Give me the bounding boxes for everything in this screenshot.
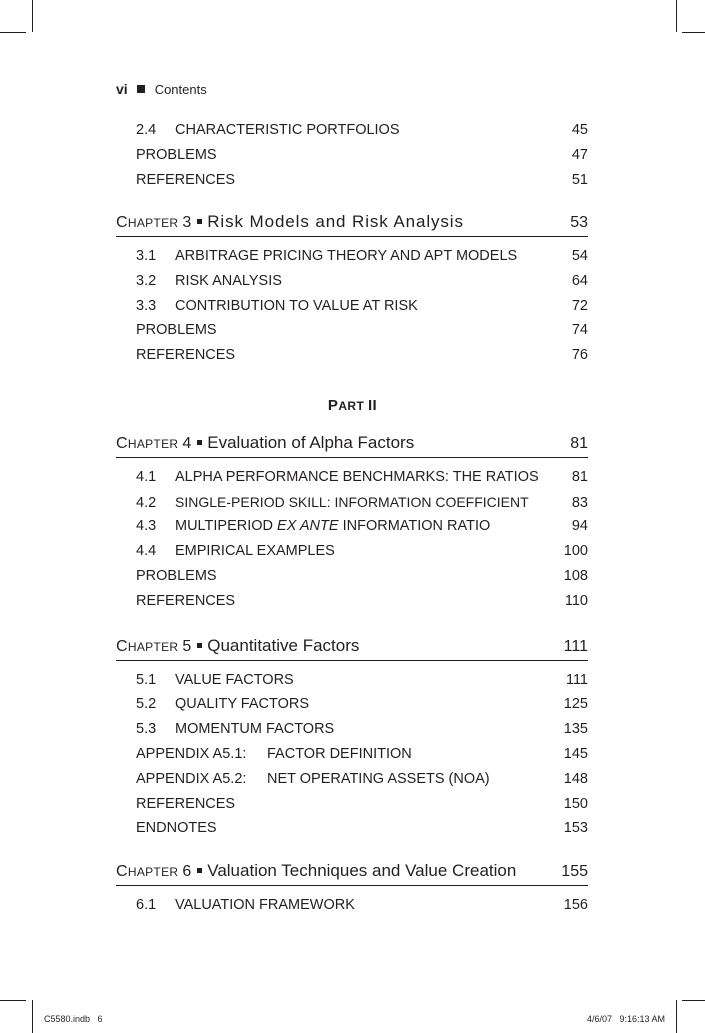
toc-entry xyxy=(136,122,588,142)
chapter-number: 6 xyxy=(182,863,192,880)
chapter-heading-4 xyxy=(116,433,588,458)
entry-title: EMPIRICAL EXAMPLES xyxy=(175,543,335,559)
crop-mark xyxy=(676,0,677,32)
toc-entry xyxy=(136,771,588,791)
crop-mark xyxy=(32,1000,33,1033)
chapter-title: Risk Models and Risk Analysis xyxy=(207,212,464,231)
entry-number: 5.1 xyxy=(136,672,157,688)
entry-title: CONTRIBUTION TO VALUE AT RISK xyxy=(175,298,418,314)
entry-title: MOMENTUM FACTORS xyxy=(175,721,335,737)
entry-number: 4.3 xyxy=(136,518,157,534)
chapter-title: Evaluation of Alpha Factors xyxy=(207,433,415,452)
chapter-number: 4 xyxy=(182,435,192,452)
toc-entry xyxy=(136,147,588,167)
toc-entry xyxy=(136,820,588,840)
entry-title: VALUE FACTORS xyxy=(175,672,294,688)
entry-page: 64 xyxy=(571,273,588,289)
crop-mark xyxy=(676,1000,677,1033)
crop-mark xyxy=(0,1000,26,1001)
toc-entry xyxy=(136,568,588,588)
entry-number: 3.2 xyxy=(136,273,157,289)
entry-number: 3.3 xyxy=(136,298,157,314)
crop-mark xyxy=(0,32,26,33)
chapter-number: 3 xyxy=(182,214,192,231)
entry-number: 5.2 xyxy=(136,696,157,712)
toc-entry xyxy=(136,721,588,741)
entry-number: 3.1 xyxy=(136,248,157,264)
toc-entry xyxy=(136,518,588,538)
part-heading: PART II xyxy=(327,397,378,414)
toc-entry xyxy=(136,593,588,613)
square-bullet-icon xyxy=(197,219,202,224)
entry-page: 94 xyxy=(571,518,588,534)
entry-title: RISK ANALYSIS xyxy=(175,273,282,289)
entry-title: PROBLEMS xyxy=(136,147,217,163)
entry-page: 81 xyxy=(571,469,588,485)
chapter-label: CHAPTER xyxy=(116,863,179,880)
chapter-heading-6 xyxy=(116,861,588,886)
entry-title: REFERENCES xyxy=(136,172,236,188)
header-title: Contents xyxy=(154,81,207,97)
entry-page: 100 xyxy=(563,543,588,559)
header-page-number: vi xyxy=(116,81,128,97)
chapter-page: 111 xyxy=(563,638,588,655)
entry-title: ALPHA PERFORMANCE BENCHMARKS: THE RATIOS xyxy=(175,469,539,485)
crop-mark xyxy=(32,0,33,32)
entry-page: 47 xyxy=(571,147,588,163)
chapter-title: Quantitative Factors xyxy=(207,636,360,655)
entry-title: PROBLEMS xyxy=(136,322,217,338)
entry-title: NET OPERATING ASSETS (NOA) xyxy=(267,771,490,787)
entry-title: REFERENCES xyxy=(136,796,236,812)
toc-entry xyxy=(136,672,588,692)
toc-entry xyxy=(136,172,588,192)
print-slug-timestamp: 4/6/07 9:16:13 AM xyxy=(586,1014,665,1024)
toc-entry xyxy=(136,248,588,268)
entry-page: 148 xyxy=(563,771,588,787)
chapter-heading-3 xyxy=(116,212,588,237)
toc-entry xyxy=(136,273,588,293)
appendix-label: APPENDIX A5.2: xyxy=(136,771,247,787)
entry-title: SINGLE-PERIOD SKILL: INFORMATION COEFFICIENT xyxy=(175,494,529,510)
entry-page: 135 xyxy=(563,721,588,737)
toc-entry xyxy=(136,494,588,514)
appendix-label: APPENDIX A5.1: xyxy=(136,746,247,762)
square-bullet-icon xyxy=(137,85,145,93)
entry-number: 5.3 xyxy=(136,721,157,737)
entry-page: 83 xyxy=(571,495,588,511)
toc-entry xyxy=(136,298,588,318)
chapter-page: 155 xyxy=(561,863,588,880)
toc-entry xyxy=(136,322,588,342)
chapter-label: CHAPTER xyxy=(116,214,179,231)
entry-number: 4.2 xyxy=(136,495,157,511)
toc-entry xyxy=(136,696,588,716)
print-slug-file: C5580.indb 6 xyxy=(44,1014,103,1024)
entry-title: VALUATION FRAMEWORK xyxy=(175,897,355,913)
chapter-page: 53 xyxy=(570,214,588,231)
entry-title: PROBLEMS xyxy=(136,568,217,584)
entry-page: 108 xyxy=(563,568,588,584)
entry-title: FACTOR DEFINITION xyxy=(267,746,412,762)
entry-page: 156 xyxy=(563,897,588,913)
running-header xyxy=(116,81,207,97)
entry-page: 145 xyxy=(563,746,588,762)
chapter-page: 81 xyxy=(570,435,588,452)
entry-page: 72 xyxy=(571,298,588,314)
chapter-label: CHAPTER xyxy=(116,638,179,655)
crop-mark xyxy=(682,1000,705,1001)
entry-page: 74 xyxy=(571,322,588,338)
square-bullet-icon xyxy=(197,643,202,648)
chapter-heading-5 xyxy=(116,636,588,661)
entry-page: 125 xyxy=(563,696,588,712)
entry-page: 150 xyxy=(563,796,588,812)
entry-title: MULTIPERIOD EX ANTE INFORMATION RATIO xyxy=(175,518,491,534)
entry-page: 54 xyxy=(571,248,588,264)
entry-title: REFERENCES xyxy=(136,593,236,609)
crop-mark xyxy=(682,32,705,33)
toc-entry xyxy=(136,796,588,816)
chapter-label: CHAPTER xyxy=(116,435,179,452)
square-bullet-icon xyxy=(197,440,202,445)
toc-entry xyxy=(136,347,588,367)
entry-number: 2.4 xyxy=(136,122,157,138)
entry-page: 153 xyxy=(563,820,588,836)
square-bullet-icon xyxy=(197,868,202,873)
toc-entry xyxy=(136,543,588,563)
entry-page: 51 xyxy=(571,172,588,188)
entry-page: 110 xyxy=(564,593,588,609)
entry-title: REFERENCES xyxy=(136,347,236,363)
entry-title: ENDNOTES xyxy=(136,820,217,836)
entry-page: 111 xyxy=(565,672,588,688)
entry-number: 4.4 xyxy=(136,543,157,559)
entry-title: ARBITRAGE PRICING THEORY AND APT MODELS xyxy=(175,248,518,264)
entry-number: 4.1 xyxy=(136,469,157,485)
toc-entry xyxy=(136,897,588,917)
entry-number: 6.1 xyxy=(136,897,157,913)
toc-entry xyxy=(136,746,588,766)
chapter-number: 5 xyxy=(182,638,192,655)
entry-title: QUALITY FACTORS xyxy=(175,696,310,712)
entry-page: 76 xyxy=(571,347,588,363)
entry-title: CHARACTERISTIC PORTFOLIOS xyxy=(175,122,400,138)
chapter-title: Valuation Techniques and Value Creation xyxy=(207,861,517,880)
toc-entry xyxy=(136,469,588,489)
entry-page: 45 xyxy=(571,122,588,138)
